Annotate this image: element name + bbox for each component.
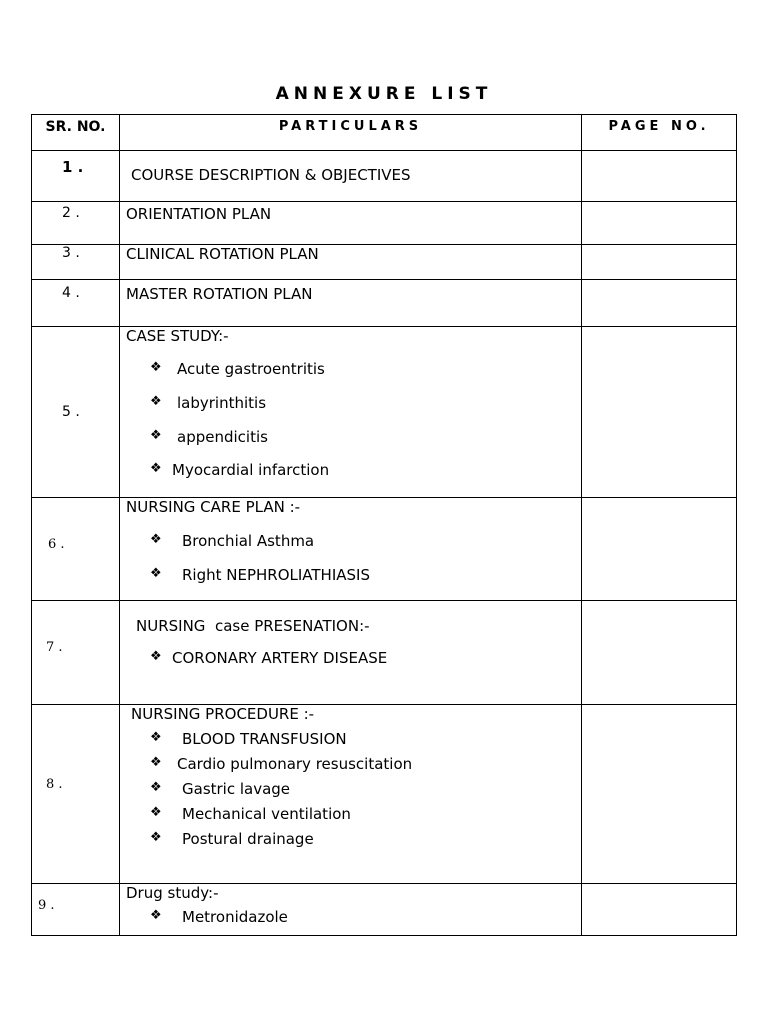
table-row — [32, 327, 737, 498]
diamond-bullet-icon: ❖ — [150, 780, 162, 795]
particulars-cell — [120, 601, 582, 705]
list-item: ❖ Cardio pulmonary resuscitation — [150, 755, 413, 773]
particulars-cell — [120, 280, 582, 327]
diamond-bullet-icon: ❖ — [150, 908, 162, 923]
particulars-cell — [120, 245, 582, 280]
page-cell — [582, 705, 737, 884]
sr-number: 3 . — [62, 245, 80, 261]
particulars-cell — [120, 202, 582, 245]
document-title: ANNEXURE LIST — [275, 84, 493, 104]
header-page-no: PAGE NO. — [582, 115, 737, 151]
page-cell — [582, 601, 737, 705]
diamond-bullet-icon: ❖ — [150, 394, 162, 409]
list-item: ❖ labyrinthitis — [150, 394, 267, 412]
list-item: ❖ Bronchial Asthma — [150, 532, 315, 550]
table-header-row — [32, 115, 737, 151]
particulars-cell — [120, 884, 582, 936]
diamond-bullet-icon: ❖ — [150, 566, 162, 581]
table-row — [32, 280, 737, 327]
sr-number: 5 . — [62, 404, 80, 420]
row-heading: NURSING case PRESENATION:- — [136, 617, 370, 635]
table-row — [32, 498, 737, 601]
page-cell — [582, 884, 737, 936]
table-row — [32, 245, 737, 280]
sr-number: 6 . — [48, 536, 65, 552]
page-cell — [582, 280, 737, 327]
sr-cell — [32, 884, 120, 936]
sr-number: 8 . — [46, 776, 63, 792]
row-heading: NURSING CARE PLAN :- — [126, 498, 301, 516]
list-item: ❖ Acute gastroentritis — [150, 360, 325, 378]
particulars-cell — [120, 327, 582, 498]
list-item: ❖ Mechanical ventilation — [150, 805, 351, 823]
table-row — [32, 884, 737, 936]
list-item: ❖ Gastric lavage — [150, 780, 291, 798]
sr-number: 2 . — [62, 205, 80, 221]
page-cell — [582, 245, 737, 280]
sr-number: 9 . — [38, 898, 55, 913]
particulars-cell — [120, 705, 582, 884]
diamond-bullet-icon: ❖ — [150, 428, 162, 443]
page-cell — [582, 327, 737, 498]
table-row — [32, 151, 737, 202]
sr-cell — [32, 498, 120, 601]
table-row — [32, 601, 737, 705]
diamond-bullet-icon: ❖ — [150, 755, 162, 770]
diamond-bullet-icon: ❖ — [150, 830, 162, 845]
sr-cell — [32, 705, 120, 884]
list-item: ❖ Metronidazole — [150, 908, 288, 926]
row-heading: MASTER ROTATION PLAN — [126, 285, 313, 303]
sr-cell — [32, 601, 120, 705]
row-heading: NURSING PROCEDURE :- — [131, 705, 315, 723]
sr-number: 4 . — [62, 285, 80, 301]
page-cell — [582, 151, 737, 202]
list-item: ❖ appendicitis — [150, 428, 268, 446]
row-heading: CASE STUDY:- — [126, 327, 229, 345]
header-particulars: PARTICULARS — [120, 115, 582, 151]
diamond-bullet-icon: ❖ — [150, 360, 162, 375]
particulars-cell — [120, 498, 582, 601]
page-cell — [582, 202, 737, 245]
sr-cell — [32, 327, 120, 498]
list-item: ❖ Postural drainage — [150, 830, 314, 848]
row-heading: Drug study:- — [126, 884, 219, 902]
row-heading: ORIENTATION PLAN — [126, 205, 272, 223]
list-item: ❖ Myocardial infarction — [150, 461, 330, 479]
sr-number: 1 . — [62, 158, 84, 176]
annexure-table — [31, 114, 737, 936]
list-item: ❖ CORONARY ARTERY DISEASE — [150, 649, 388, 667]
diamond-bullet-icon: ❖ — [150, 461, 162, 476]
header-sr-no: SR. NO. — [32, 115, 120, 151]
page-cell — [582, 498, 737, 601]
sr-cell — [32, 151, 120, 202]
list-item: ❖ Right NEPHROLIATHIASIS — [150, 566, 370, 584]
sr-number: 7 . — [46, 640, 63, 655]
table-row — [32, 705, 737, 884]
row-heading: CLINICAL ROTATION PLAN — [126, 245, 319, 263]
diamond-bullet-icon: ❖ — [150, 649, 162, 664]
diamond-bullet-icon: ❖ — [150, 532, 162, 547]
diamond-bullet-icon: ❖ — [150, 805, 162, 820]
sr-cell — [32, 202, 120, 245]
diamond-bullet-icon: ❖ — [150, 730, 162, 745]
list-item: ❖ BLOOD TRANSFUSION — [150, 730, 347, 748]
particulars-cell — [120, 151, 582, 202]
table-row — [32, 202, 737, 245]
sr-cell — [32, 245, 120, 280]
sr-cell — [32, 280, 120, 327]
row-heading: COURSE DESCRIPTION & OBJECTIVES — [131, 166, 411, 184]
